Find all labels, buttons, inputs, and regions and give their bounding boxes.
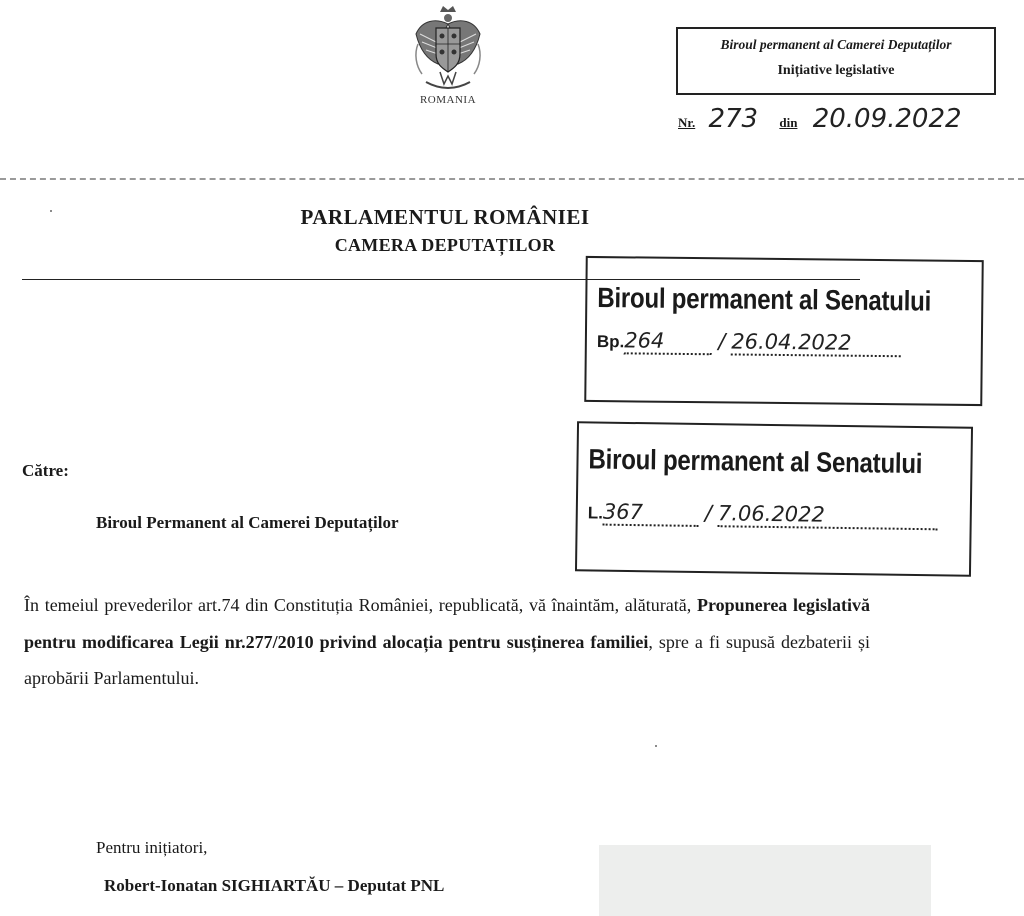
- senate-stamp-registration: [588, 499, 970, 530]
- addressee-label: Către:: [22, 461, 69, 480]
- scan-speck: [655, 745, 657, 747]
- body-paragraph: [24, 587, 870, 697]
- senate-stamp-registration: [597, 328, 981, 358]
- body-text-bold: Propunerea legislativă pentru modificarea Legii nr.277/2010 privind alocația pentru susținerea familiei: [24, 595, 870, 652]
- page-subtitle: CAMERA DEPUTAȚILOR: [334, 235, 556, 255]
- addressee-recipient: Biroul Permanent al Camerei Deputaților: [96, 513, 399, 532]
- senate-stamp-separator: /: [718, 329, 726, 354]
- senate-stamp-l: [575, 421, 973, 577]
- chamber-stamp-subtitle: Inițiative legislative: [777, 63, 895, 78]
- scan-speck: [50, 210, 52, 212]
- senate-stamp-number: 367: [602, 499, 644, 525]
- nr-label: Nr.: [678, 115, 696, 130]
- chamber-registration-stamp: [676, 27, 996, 95]
- senate-stamp-number: 264: [624, 328, 665, 353]
- body-text-part1: În temeiul prevederilor art.74 din Constituția României, republicată, vă înaintăm, alăturată,: [24, 595, 697, 615]
- senate-stamp-title: Biroul permanent al Senatului: [597, 282, 932, 317]
- chamber-stamp-title: Biroul permanent al Camerei Deputaților: [720, 37, 952, 52]
- page-title: PARLAMENTUL ROMÂNIEI: [300, 205, 590, 229]
- body-text-part2: , spre a fi supusă dezbaterii și aprobării Parlamentului.: [24, 631, 870, 688]
- senate-stamp-bp: [584, 256, 984, 406]
- chamber-registration-number-line: [678, 104, 1024, 144]
- coat-of-arms: [400, 4, 496, 116]
- coat-of-arms-label: ROMANIA: [419, 94, 477, 106]
- senate-stamp-date: 26.04.2022: [731, 329, 852, 355]
- senate-stamp-prefix: Bp.: [596, 332, 625, 352]
- senate-stamp-date: 7.06.2022: [717, 501, 826, 527]
- signature-intro: Pentru inițiatori,: [96, 838, 208, 857]
- coat-of-arms-icon: [408, 4, 488, 96]
- din-label: din: [779, 115, 798, 130]
- senate-stamp-prefix: L.: [587, 503, 604, 523]
- registration-date: 20.09.2022: [812, 104, 962, 134]
- nr-value: 273: [708, 104, 759, 134]
- senate-stamp-separator: /: [704, 501, 713, 526]
- header-separator: [0, 178, 1024, 182]
- signature-redaction: [599, 845, 931, 916]
- signature-name: Robert-Ionatan SIGHIARTĂU – Deputat PNL: [104, 876, 445, 895]
- senate-stamp-title: Biroul permanent al Senatului: [588, 443, 923, 480]
